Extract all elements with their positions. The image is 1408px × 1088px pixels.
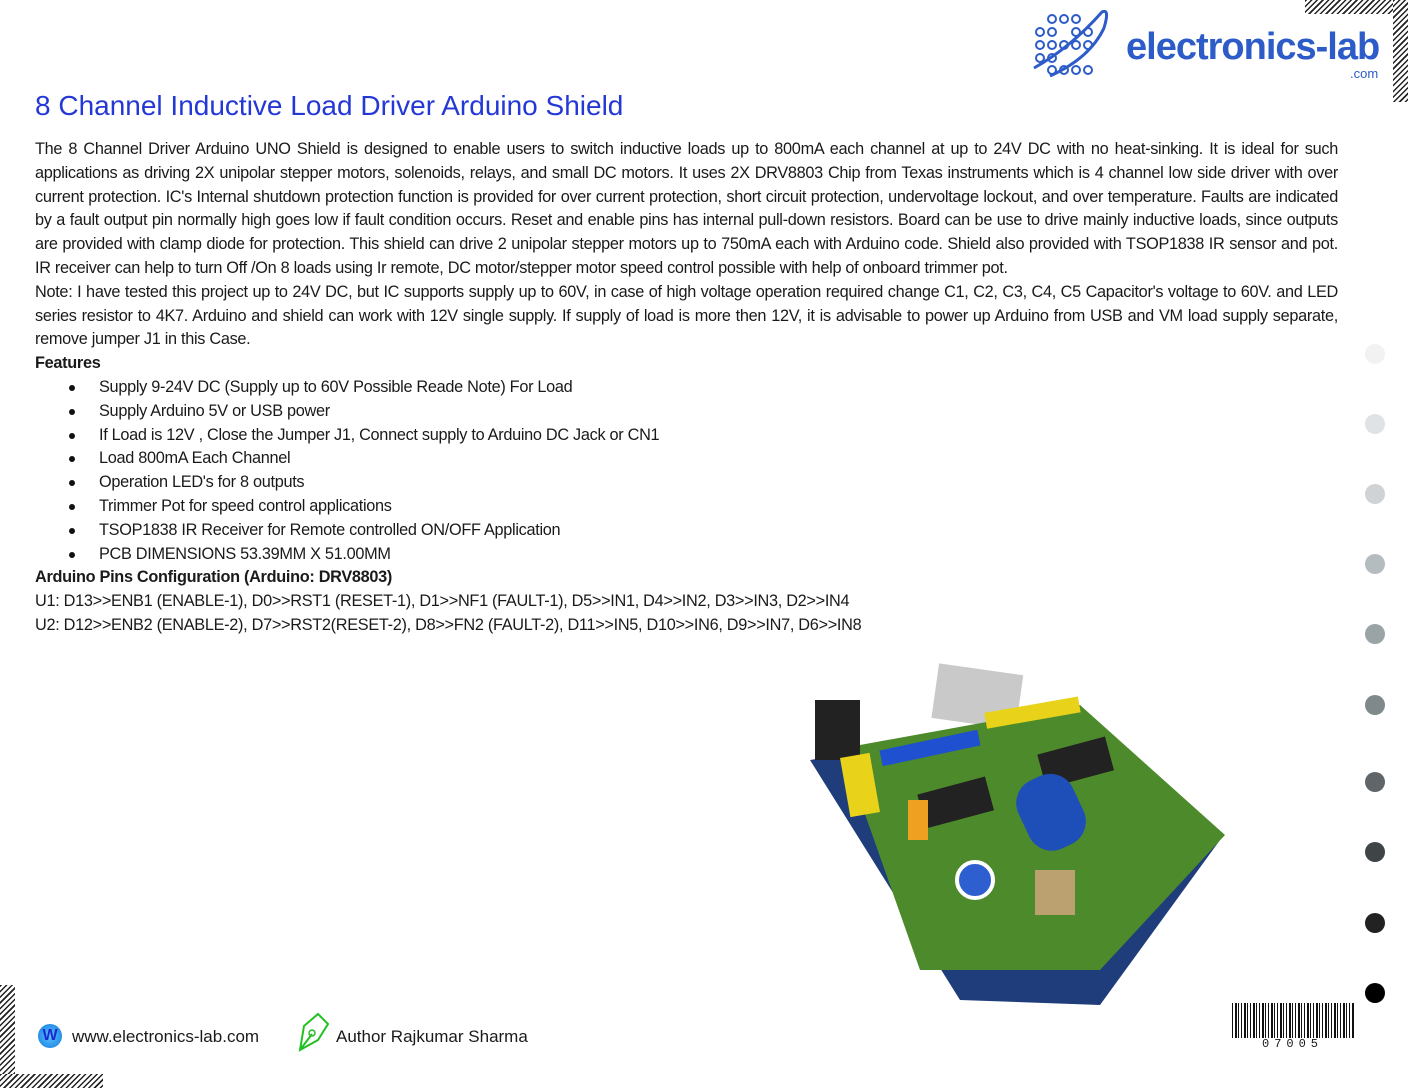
features-heading: Features	[35, 354, 101, 373]
note: Note: I have tested this project up to 24V DC, but IC supports supply up to 60V, in case of high voltage operation required change C1, C2, C3, C4, C5 Capacitor's voltage to 60V. and LED series resistor to 4K7. Arduino and shield can work with 12V single supply. If supply of load is more then 12V, it is advisable to power up Arduino from USB and VM load supply separate, remove jumper J1 in this Case.	[35, 282, 1338, 349]
logo-dots-icon	[1030, 8, 1110, 80]
description: The 8 Channel Driver Arduino UNO Shield is designed to enable users to switch inductive loads up to 800mA each channel at up to 24V DC with no heat-sinking. It is ideal for such applications as driving 2X unipolar stepper motors, solenoids, relays, and small DC motors. It uses 2X DRV8803 Chip from Texas instruments which is 4 channel low side driver with over current protection. IC's Internal shutdown protection function is provided for over current protection, short circuit protection, undervoltage lockout, and over temperature. Faults are indicated by a fault output pin normally high goes low if fault condition occurs. Reset and enable pins has internal pull-down resistors. Board can be use to drive mainly inductive loads, since outputs are provided with clamp diode for protection. This shield can drive 2 unipolar stepper motors up to 750mA each with Arduino code. Shield also provided with TSOP1838 IR sensor and pot. IR receiver can help to turn Off /On 8 loads using Ir remote, DC motor/stepper motor speed control possible with help of onboard trimmer pot.	[35, 140, 1338, 277]
page-marker	[1365, 484, 1385, 504]
website-icon: W	[38, 1024, 62, 1048]
barcode	[1232, 1003, 1354, 1038]
page-marker	[1365, 344, 1385, 364]
feature-item: PCB DIMENSIONS 53.39MM X 51.00MM	[35, 543, 1338, 567]
page-marker	[1365, 414, 1385, 434]
page-marker	[1365, 842, 1385, 862]
page-marker	[1365, 695, 1385, 715]
feature-item: Supply Arduino 5V or USB power	[35, 400, 1338, 424]
pins-u2: U2: D12>>ENB2 (ENABLE-2), D7>>RST2(RESET-2), D8>>FN2 (FAULT-2), D11>>IN5, D10>>IN6, D9>>IN7, D6>>IN8	[35, 615, 862, 634]
logo-text: electronics-lab	[1126, 26, 1380, 68]
page-marker	[1365, 913, 1385, 933]
electronics-lab-logo[interactable]	[1030, 8, 1390, 88]
feature-item: Supply 9-24V DC (Supply up to 60V Possible Reade Note) For Load	[35, 376, 1338, 400]
logo-suffix: .com	[1350, 66, 1379, 81]
feature-item: Load 800mA Each Channel	[35, 447, 1338, 471]
feature-item: Operation LED's for 8 outputs	[35, 471, 1338, 495]
pins-u1: U1: D13>>ENB1 (ENABLE-1), D0>>RST1 (RESET-1), D1>>NF1 (FAULT-1), D5>>IN1, D4>>IN2, D3>>IN3, D2>>IN4	[35, 592, 850, 611]
page-marker	[1365, 772, 1385, 792]
corner-hatch-left	[0, 985, 15, 1088]
corner-hatch-right	[1393, 0, 1408, 102]
feature-item: If Load is 12V , Close the Jumper J1, Connect supply to Arduino DC Jack or CN1	[35, 424, 1338, 448]
page-title: 8 Channel Inductive Load Driver Arduino Shield	[35, 90, 624, 121]
pen-icon	[296, 1012, 330, 1052]
corner-hatch-bottom	[0, 1074, 103, 1088]
page-marker	[1365, 983, 1385, 1003]
page-marker	[1365, 554, 1385, 574]
barcode-number: 07005	[1262, 1037, 1324, 1051]
shield-board-photo	[800, 660, 1240, 1010]
author: Author Rajkumar Sharma	[336, 1027, 528, 1046]
pins-heading: Arduino Pins Configuration (Arduino: DRV8803)	[35, 568, 393, 587]
features-list	[35, 376, 1338, 566]
article-body	[35, 138, 1338, 638]
feature-item: Trimmer Pot for speed control applications	[35, 495, 1338, 519]
feature-item: TSOP1838 IR Receiver for Remote controlled ON/OFF Application	[35, 519, 1338, 543]
website-link[interactable]: www.electronics-lab.com	[72, 1027, 260, 1046]
page-marker	[1365, 624, 1385, 644]
